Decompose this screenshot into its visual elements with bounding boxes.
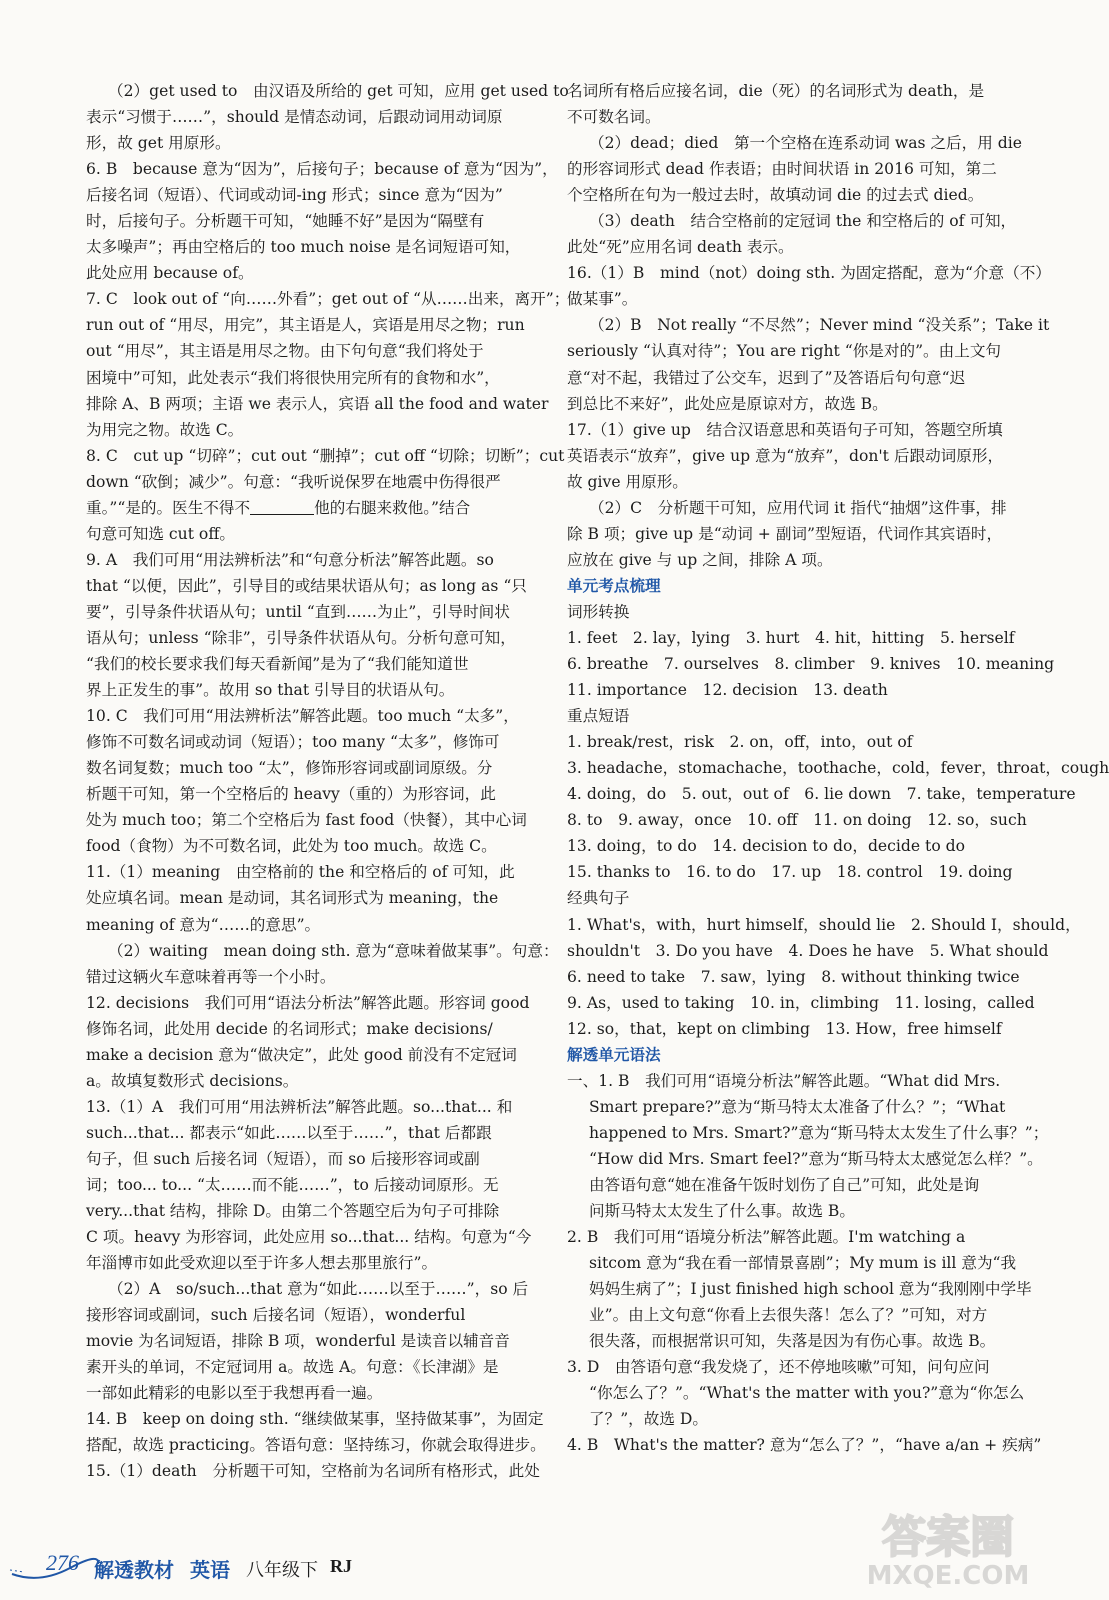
text-line bbox=[86, 807, 548, 833]
line-text: （3）death 结合空格前的定冠词 the 和空格后的 of 可知， bbox=[589, 212, 1017, 231]
line-text: 业”。由上文句意“你看上去很失落！怎么了？”可知，对方 bbox=[589, 1306, 988, 1325]
line-text: 14. B keep on doing sth. “继续做某事，坚持做某事”，为固定 bbox=[86, 1410, 544, 1429]
line-text: 应放在 give 与 up 之间，排除 A 项。 bbox=[567, 550, 833, 569]
text-line bbox=[86, 1120, 548, 1146]
line-text: 太多噪声”；再由空格后的 too much noise 是名词短语可知， bbox=[86, 238, 521, 257]
text-line bbox=[86, 365, 548, 391]
line-text: 问斯马特太太发生了什么事。故选 B。 bbox=[589, 1202, 855, 1221]
text-line bbox=[86, 1146, 548, 1172]
text-line bbox=[86, 130, 548, 156]
text-line bbox=[567, 104, 1028, 130]
line-text: 3. headache，stomachache，toothache，cold，fever，throat，cough bbox=[567, 759, 1109, 778]
text-line bbox=[567, 1302, 1028, 1328]
line-text: 由答语句意“她在准备午饭时划伤了自己”可知，此处是询 bbox=[589, 1175, 980, 1194]
line-text: 11. importance 12. decision 13. death bbox=[567, 681, 888, 700]
text-line bbox=[86, 885, 548, 911]
line-text: 13. doing，to do 14. decision to do，decide to do bbox=[567, 837, 966, 856]
line-text: down “砍倒；减少”。句意：“我听说保罗在地震中伤得很严 bbox=[86, 472, 501, 491]
left-column bbox=[86, 78, 570, 1485]
line-text: sitcom 意为“我在看一部情景喜剧”；My mum is ill 意为“我 bbox=[589, 1254, 1017, 1273]
watermark-bottom: MXQE.COM bbox=[866, 1561, 1030, 1591]
line-text: 素开头的单词，不定冠词用 a。故选 A。句意：《长津湖》是 bbox=[86, 1358, 499, 1377]
line-text: 7. C look out of “向……外看”；get out of “从……出来，离开”； bbox=[86, 290, 570, 309]
text-line bbox=[567, 1094, 1028, 1120]
line-text: 15.（1）death 分析题干可知，空格前为名词所有格形式，此处 bbox=[86, 1462, 540, 1481]
line-text: 析题干可知，第一个空格后的 heavy（重的）为形容词，此 bbox=[86, 785, 496, 804]
subsection-heading bbox=[567, 599, 1028, 625]
line-text: 10. C 我们可用“用法辨析法”解答此题。too much “太多”， bbox=[86, 707, 519, 726]
watermark-logo bbox=[848, 1506, 1048, 1590]
text-line bbox=[86, 1276, 548, 1302]
subsection-heading bbox=[567, 885, 1028, 911]
line-text: （2）C 分析题干可知，应用代词 it 指代“抽烟”这件事，排 bbox=[589, 498, 1007, 517]
text-line bbox=[86, 990, 548, 1016]
text-line bbox=[567, 260, 1051, 286]
line-text: 形，故 get 用原形。 bbox=[86, 134, 231, 153]
page-footer bbox=[10, 1544, 710, 1584]
text-line bbox=[567, 234, 1028, 260]
line-text: （2）dead；died 第一个空格在连系动词 was 之后，用 die bbox=[589, 134, 1022, 153]
text-line bbox=[86, 1432, 548, 1458]
text-line bbox=[86, 1172, 548, 1198]
line-text: Smart prepare?”意为“斯马特太太准备了什么？”；“What bbox=[589, 1097, 1006, 1116]
line-text: （2）waiting mean doing sth. 意为“意味着做某事”。句意： bbox=[108, 941, 559, 960]
page-number: 276 bbox=[46, 1550, 79, 1575]
line-text: 一部如此精彩的电影以至于我想再看一遍。 bbox=[86, 1384, 383, 1403]
text-line bbox=[567, 495, 1028, 521]
text-line bbox=[567, 156, 1028, 182]
text-line bbox=[86, 1458, 548, 1484]
text-line bbox=[567, 1250, 1028, 1276]
text-line bbox=[567, 781, 1076, 807]
line-text: 9. A 我们可用“用法辨析法”和“句意分析法”解答此题。so bbox=[86, 550, 494, 569]
line-text: 12. decisions 我们可用“语法分析法”解答此题。形容词 good bbox=[86, 993, 530, 1012]
line-text-after: 他的右腿来救他。”结合 bbox=[314, 498, 471, 517]
text-line bbox=[86, 938, 559, 964]
line-text: 17.（1）give up 结合汉语意思和英语句子可知，答题空所填 bbox=[567, 420, 1003, 439]
line-text: 做某事”。 bbox=[567, 290, 638, 309]
line-text: 单元考点梳理 bbox=[567, 575, 661, 595]
text-line bbox=[567, 1016, 1028, 1042]
text-line bbox=[86, 1328, 548, 1354]
text-line bbox=[86, 521, 548, 547]
text-line bbox=[567, 1068, 1028, 1094]
line-text: out “用尽”，其主语是用尽之物。由下句句意“我们将处于 bbox=[86, 342, 484, 361]
text-line bbox=[86, 1042, 548, 1068]
text-line bbox=[567, 1276, 1032, 1302]
line-text: 意“对不起，我错过了公交车，迟到了”及答语后句句意“迟 bbox=[567, 368, 966, 387]
line-text: food（食物）为不可数名词，此处为 too much。故选 C。 bbox=[86, 837, 497, 856]
right-column bbox=[567, 78, 1109, 1458]
text-line bbox=[567, 964, 1028, 990]
text-line bbox=[86, 859, 548, 885]
text-line bbox=[567, 625, 1028, 651]
line-text: 修饰名词，此处用 decide 的名词形式；make decisions/ bbox=[86, 1019, 493, 1038]
line-text: meaning of 意为“……的意思”。 bbox=[86, 915, 321, 934]
watermark-top: 答案圈 bbox=[882, 1512, 1014, 1563]
text-line bbox=[567, 365, 1028, 391]
line-text: 到总比不来好”，此处应是原谅对方，故选 B。 bbox=[567, 394, 888, 413]
text-line bbox=[86, 573, 548, 599]
text-line bbox=[86, 312, 548, 338]
text-line bbox=[86, 104, 548, 130]
line-text: 后接名词（短语）、代词或动词-ing 形式；since 意为“因为” bbox=[86, 186, 503, 205]
line-text: 了？”，故选 D。 bbox=[589, 1410, 708, 1429]
line-text: 词；too... to... “太……而不能……”，to 后接动词原形。无 bbox=[86, 1175, 499, 1194]
line-text: 处应填名词。mean 是动词，其名词形式为 meaning，the bbox=[86, 889, 499, 908]
text-line bbox=[567, 651, 1055, 677]
text-line bbox=[86, 1068, 548, 1094]
line-text: a。故填复数形式 decisions。 bbox=[86, 1071, 299, 1090]
line-text: that “以便，因此”，引导目的或结果状语从句；as long as “只 bbox=[86, 576, 527, 595]
text-line bbox=[567, 1406, 1028, 1432]
line-text: 接形容词或副词，such 后接名词（短语），wonderful bbox=[86, 1306, 466, 1325]
line-text: 语从句；unless “除非”，引导条件状语从句。分析句意可知， bbox=[86, 628, 516, 647]
line-text: 个空格所在句为一般过去时，故填动词 die 的过去式 died。 bbox=[567, 186, 984, 205]
subject-label: 英语 bbox=[190, 1558, 230, 1582]
line-text: 时，后接句子。分析题干可知，“她睡不好”是因为“隔壁有 bbox=[86, 212, 485, 231]
text-line bbox=[86, 1198, 548, 1224]
text-line bbox=[86, 964, 548, 990]
text-line bbox=[567, 1354, 1028, 1380]
line-text: 的形容词形式 dead 作表语；由时间状语 in 2016 可知，第二 bbox=[567, 160, 997, 179]
line-text: 4. doing，do 5. out，out of 6. lie down 7. take，temperature bbox=[567, 785, 1076, 804]
text-line bbox=[86, 599, 548, 625]
section-heading bbox=[567, 1042, 1028, 1068]
line-text: 处为 much too；第二个空格后为 fast food（快餐），其中心词 bbox=[86, 811, 527, 830]
text-line bbox=[567, 1146, 1043, 1172]
line-text: 困境中”可知，此处表示“我们将很快用完所有的食物和水”， bbox=[86, 368, 500, 387]
text-line bbox=[86, 443, 565, 469]
line-text: 重。”“是的。医生不得不 bbox=[86, 498, 251, 517]
text-line bbox=[86, 1354, 548, 1380]
line-text: 为用完之物。故选 C。 bbox=[86, 420, 244, 439]
line-text: 9. As，used to taking 10. in，climbing 11. losing，called bbox=[567, 993, 1035, 1012]
line-text: 数名词复数；much too “太”，修饰形容词或副词原级。分 bbox=[86, 759, 493, 778]
text-line bbox=[567, 912, 1081, 938]
line-text: C 项。heavy 为形容词，此处应用 so...that... 结构。句意为“今 bbox=[86, 1228, 532, 1247]
line-text: 年淄博市如此受欢迎以至于许多人想去那里旅行”。 bbox=[86, 1254, 438, 1273]
line-text: （2）B Not really “不尽然”；Never mind “没关系”；Take it bbox=[589, 316, 1050, 335]
text-line bbox=[86, 755, 548, 781]
text-line bbox=[86, 260, 548, 286]
edition-label: RJ bbox=[330, 1556, 352, 1576]
line-text: 2. B 我们可用“语境分析法”解答此题。I'm watching a bbox=[567, 1228, 966, 1247]
text-line bbox=[86, 677, 548, 703]
text-line bbox=[567, 547, 1028, 573]
line-text: shouldn't 3. Do you have 4. Does he have 5. What should bbox=[567, 941, 1049, 960]
text-line bbox=[86, 1094, 548, 1120]
text-line bbox=[567, 182, 1028, 208]
section-heading bbox=[567, 573, 1028, 599]
text-line bbox=[567, 1432, 1042, 1458]
text-line bbox=[567, 1328, 1028, 1354]
line-text: 要”，引导条件状语从句；until “直到……为止”，引导时间状 bbox=[86, 602, 510, 621]
line-text: “你怎么了？”。“What's the matter with you?”意为“你怎么 bbox=[589, 1384, 1025, 1403]
line-text: 解透单元语法 bbox=[567, 1044, 661, 1064]
line-text: 界上正发生的事”。故用 so that 引导目的状语从句。 bbox=[86, 681, 455, 700]
line-text: 重点短语 bbox=[567, 707, 630, 726]
text-line bbox=[567, 833, 1028, 859]
text-line bbox=[86, 469, 548, 495]
text-line bbox=[567, 677, 1028, 703]
text-line bbox=[86, 781, 548, 807]
line-text: （2）A so/such...that 意为“如此……以至于……”，so 后 bbox=[108, 1280, 529, 1299]
line-text: 11.（1）meaning 由空格前的 the 和空格后的 of 可知，此 bbox=[86, 863, 515, 882]
text-line bbox=[567, 286, 1028, 312]
text-line bbox=[86, 234, 548, 260]
text-line bbox=[567, 208, 1028, 234]
line-text: 句子，但 such 后接名词（短语），而 so 后接形容词或副 bbox=[86, 1149, 480, 1168]
line-text: 搭配，故选 practicing。答语句意：坚持练习，你就会取得进步。 bbox=[86, 1436, 546, 1455]
line-text: 12. so，that，kept on climbing 13. How，free himself bbox=[567, 1019, 1002, 1038]
line-text: 妈妈生病了”；I just finished high school 意为“我刚刚中学毕 bbox=[589, 1280, 1032, 1299]
line-text: 除 B 项；give up 是“动词 + 副词”型短语，代词作其宾语时， bbox=[567, 524, 1003, 543]
line-text: 6. breathe 7. ourselves 8. climber 9. knives 10. meaning bbox=[567, 655, 1055, 674]
text-line bbox=[86, 495, 548, 521]
text-line bbox=[86, 729, 548, 755]
text-line bbox=[86, 417, 548, 443]
line-text: such...that... 都表示“如此……以至于……”，that 后都跟 bbox=[86, 1123, 492, 1142]
text-line bbox=[567, 521, 1028, 547]
line-text: 经典句子 bbox=[567, 889, 630, 908]
line-text: 3. D 由答语句意“我发烧了，还不停地咳嗽”可知，问句应问 bbox=[567, 1358, 990, 1377]
text-line bbox=[567, 1172, 1028, 1198]
line-text: 1. break/rest，risk 2. on，off，into，out of bbox=[567, 733, 913, 752]
text-line bbox=[86, 547, 548, 573]
line-text: 句意可知选 cut off。 bbox=[86, 524, 235, 543]
grade-label: 八年级下 bbox=[246, 1560, 318, 1581]
book-title: 解透教材 bbox=[94, 1558, 174, 1582]
line-text: very...that 结构，排除 D。由第二个答题空后为句子可排除 bbox=[86, 1202, 500, 1221]
line-text: “How did Mrs. Smart feel?”意为“斯马特太太感觉怎么样？”。 bbox=[589, 1149, 1043, 1168]
text-line bbox=[86, 182, 548, 208]
line-text: 故 give 用原形。 bbox=[567, 472, 688, 491]
text-line bbox=[86, 1224, 548, 1250]
text-line bbox=[567, 130, 1028, 156]
text-line bbox=[567, 859, 1028, 885]
line-text: 此处“死”应用名词 death 表示。 bbox=[567, 238, 794, 257]
line-text: 4. B What's the matter? 意为“怎么了？”，“have a/an + 疾病” bbox=[567, 1436, 1042, 1455]
text-line bbox=[567, 729, 1028, 755]
text-line bbox=[567, 312, 1050, 338]
line-text: 15. thanks to 16. to do 17. up 18. control 19. doing bbox=[567, 863, 1013, 882]
text-line bbox=[86, 833, 548, 859]
line-text: 修饰不可数名词或动词（短语）；too many “太多”，修饰可 bbox=[86, 733, 500, 752]
text-line bbox=[567, 807, 1028, 833]
text-line bbox=[567, 417, 1028, 443]
text-line bbox=[567, 469, 1028, 495]
line-text: 此处应用 because of。 bbox=[86, 264, 254, 283]
text-line bbox=[567, 1224, 1028, 1250]
text-line bbox=[86, 391, 548, 417]
text-line bbox=[86, 1016, 548, 1042]
text-line bbox=[86, 912, 548, 938]
line-text: 8. to 9. away，once 10. off 11. on doing 12. so，such bbox=[567, 811, 1027, 830]
line-text: run out of “用尽，用完”，其主语是人，宾语是用尽之物；run bbox=[86, 316, 525, 335]
line-text: 表示“习惯于……”，should 是情态动词，后跟动词用动词原 bbox=[86, 108, 503, 127]
text-line bbox=[86, 78, 569, 104]
line-text: 词形转换 bbox=[567, 602, 630, 621]
line-text: 8. C cut up “切碎”；cut out “删掉”；cut off “切除；切断”；cut bbox=[86, 446, 565, 465]
line-text: 名词所有格后应接名词，die（死）的名词形式为 death，是 bbox=[567, 82, 985, 100]
line-text: 6. B because 意为“因为”，后接句子；because of 意为“因为”， bbox=[86, 160, 558, 179]
text-line bbox=[567, 1380, 1028, 1406]
text-line bbox=[86, 208, 548, 234]
line-text: make a decision 意为“做决定”，此处 good 前没有不定冠词 bbox=[86, 1045, 517, 1064]
text-line bbox=[86, 156, 558, 182]
text-line bbox=[86, 1406, 548, 1432]
text-line bbox=[567, 391, 1028, 417]
text-line bbox=[567, 1120, 1049, 1146]
line-text: 1. feet 2. lay，lying 3. hurt 4. hit，hitting 5. herself bbox=[567, 628, 1015, 647]
text-line bbox=[86, 338, 548, 364]
line-text: 不可数名词。 bbox=[567, 108, 661, 127]
text-line bbox=[567, 1198, 1028, 1224]
line-text: 英语表示“放弃”，give up 意为“放弃”，don't 后跟动词原形， bbox=[567, 446, 1004, 465]
line-text: movie 为名词短语，排除 B 项，wonderful 是读音以辅音音 bbox=[86, 1332, 510, 1351]
fill-blank bbox=[250, 499, 314, 515]
line-text: 6. need to take 7. saw，lying 8. without thinking twice bbox=[567, 967, 1020, 986]
subsection-heading bbox=[567, 703, 1028, 729]
text-line bbox=[86, 1250, 548, 1276]
text-line bbox=[567, 755, 1109, 781]
line-text: “我们的校长要求我们每天看新闻”是为了“我们能知道世 bbox=[86, 655, 469, 674]
text-line bbox=[86, 651, 548, 677]
line-text: 错过这辆火车意味着再等一个小时。 bbox=[86, 967, 336, 986]
text-line bbox=[86, 703, 548, 729]
line-text: 很失落，而根据常识可知，失落是因为有伤心事。故选 B。 bbox=[589, 1332, 996, 1351]
text-line bbox=[86, 286, 570, 312]
line-text: seriously “认真对待”；You are right “你是对的”。由上文句 bbox=[567, 342, 1002, 361]
text-line bbox=[567, 938, 1049, 964]
text-line bbox=[567, 338, 1028, 364]
text-line bbox=[86, 1380, 548, 1406]
line-text: 排除 A、B 两项；主语 we 表示人，宾语 all the food and water bbox=[86, 394, 549, 413]
line-text: 1. What's，with，hurt himself，should lie 2. Should I，should， bbox=[567, 915, 1081, 934]
line-text: happened to Mrs. Smart?”意为“斯马特太太发生了什么事？”； bbox=[589, 1123, 1049, 1142]
text-line bbox=[86, 1302, 548, 1328]
text-line bbox=[567, 78, 1028, 104]
line-text: （2）get used to 由汉语及所给的 get 可知，应用 get used to bbox=[108, 82, 569, 100]
text-line bbox=[567, 443, 1028, 469]
line-text: 16.（1）B mind（not）doing sth. 为固定搭配，意为“介意（不） bbox=[567, 264, 1051, 283]
text-line bbox=[567, 990, 1035, 1016]
text-line bbox=[86, 625, 548, 651]
line-text: 13.（1）A 我们可用“用法辨析法”解答此题。so...that... 和 bbox=[86, 1097, 513, 1116]
line-text: 一、1. B 我们可用“语境分析法”解答此题。“What did Mrs. bbox=[567, 1071, 1001, 1090]
